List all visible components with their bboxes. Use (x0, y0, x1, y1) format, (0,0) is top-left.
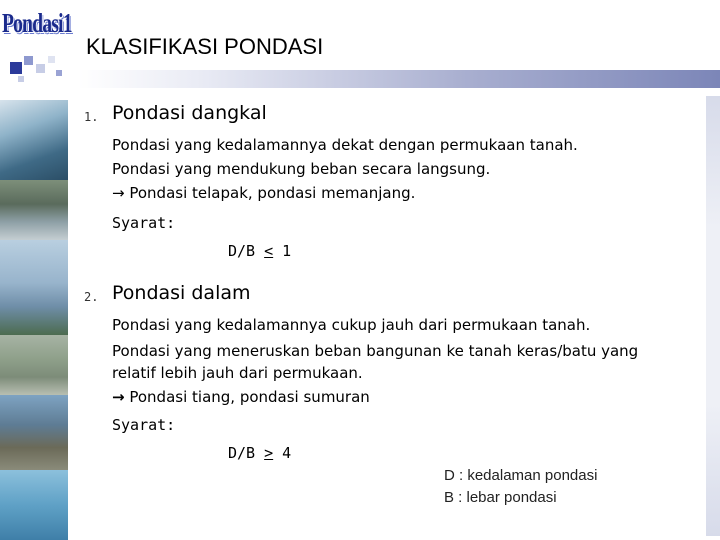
waterfall-photo (0, 100, 68, 180)
causeway-photo (0, 470, 68, 540)
railway-photo (0, 395, 68, 470)
decor-square (10, 62, 22, 74)
item-arrow-text: Pondasi telapak, pondasi memanjang. (129, 184, 416, 202)
condition (228, 442, 291, 464)
harbor-photo (0, 180, 68, 240)
photo-strip (0, 100, 68, 540)
item-line: relatif lebih jauh dari permukaan. (112, 364, 363, 382)
decor-square (56, 70, 62, 76)
condition-operator: > (264, 444, 274, 462)
item-arrow-line (112, 182, 415, 204)
decor-square (48, 56, 55, 63)
syarat-label: Syarat: (112, 416, 176, 434)
item-heading: Pondasi dalam (112, 282, 251, 304)
condition (228, 240, 291, 262)
item-arrow-line (112, 386, 370, 408)
right-arrow-icon: → (112, 388, 125, 406)
decor-square (36, 64, 45, 73)
item-line: Pondasi yang meneruskan beban bangunan ke tanah keras/batu yang (112, 342, 639, 360)
airport-photo (0, 335, 68, 395)
item-line: Pondasi yang kedalamannya dekat dengan permukaan tanah. (112, 136, 578, 154)
item-number: 2. (84, 290, 99, 304)
title-rule (78, 70, 720, 88)
item-number: 1. (84, 110, 99, 124)
page-title: KLASIFIKASI PONDASI (86, 34, 324, 59)
legend-line: B : lebar pondasi (444, 489, 557, 506)
legend-line: D : kedalaman pondasi (444, 467, 598, 484)
logo: Pondasi1 (2, 8, 72, 38)
item-heading: Pondasi dangkal (112, 102, 267, 124)
decor-square (24, 56, 33, 65)
syarat-label: Syarat: (112, 214, 176, 232)
condition-operator: < (264, 242, 274, 260)
bridge-photo (0, 240, 68, 335)
item-line: Pondasi yang mendukung beban secara langsung. (112, 160, 491, 178)
condition-right: 1 (273, 242, 292, 260)
decor-square (18, 76, 24, 82)
right-decor-strip (706, 96, 720, 536)
item-arrow-text: Pondasi tiang, pondasi sumuran (129, 388, 370, 406)
right-arrow-icon: → (112, 184, 125, 202)
item-line: Pondasi yang kedalamannya cukup jauh dari permukaan tanah. (112, 316, 591, 334)
condition-left: D/B (228, 242, 265, 260)
condition-left: D/B (228, 444, 265, 462)
condition-right: 4 (273, 444, 292, 462)
